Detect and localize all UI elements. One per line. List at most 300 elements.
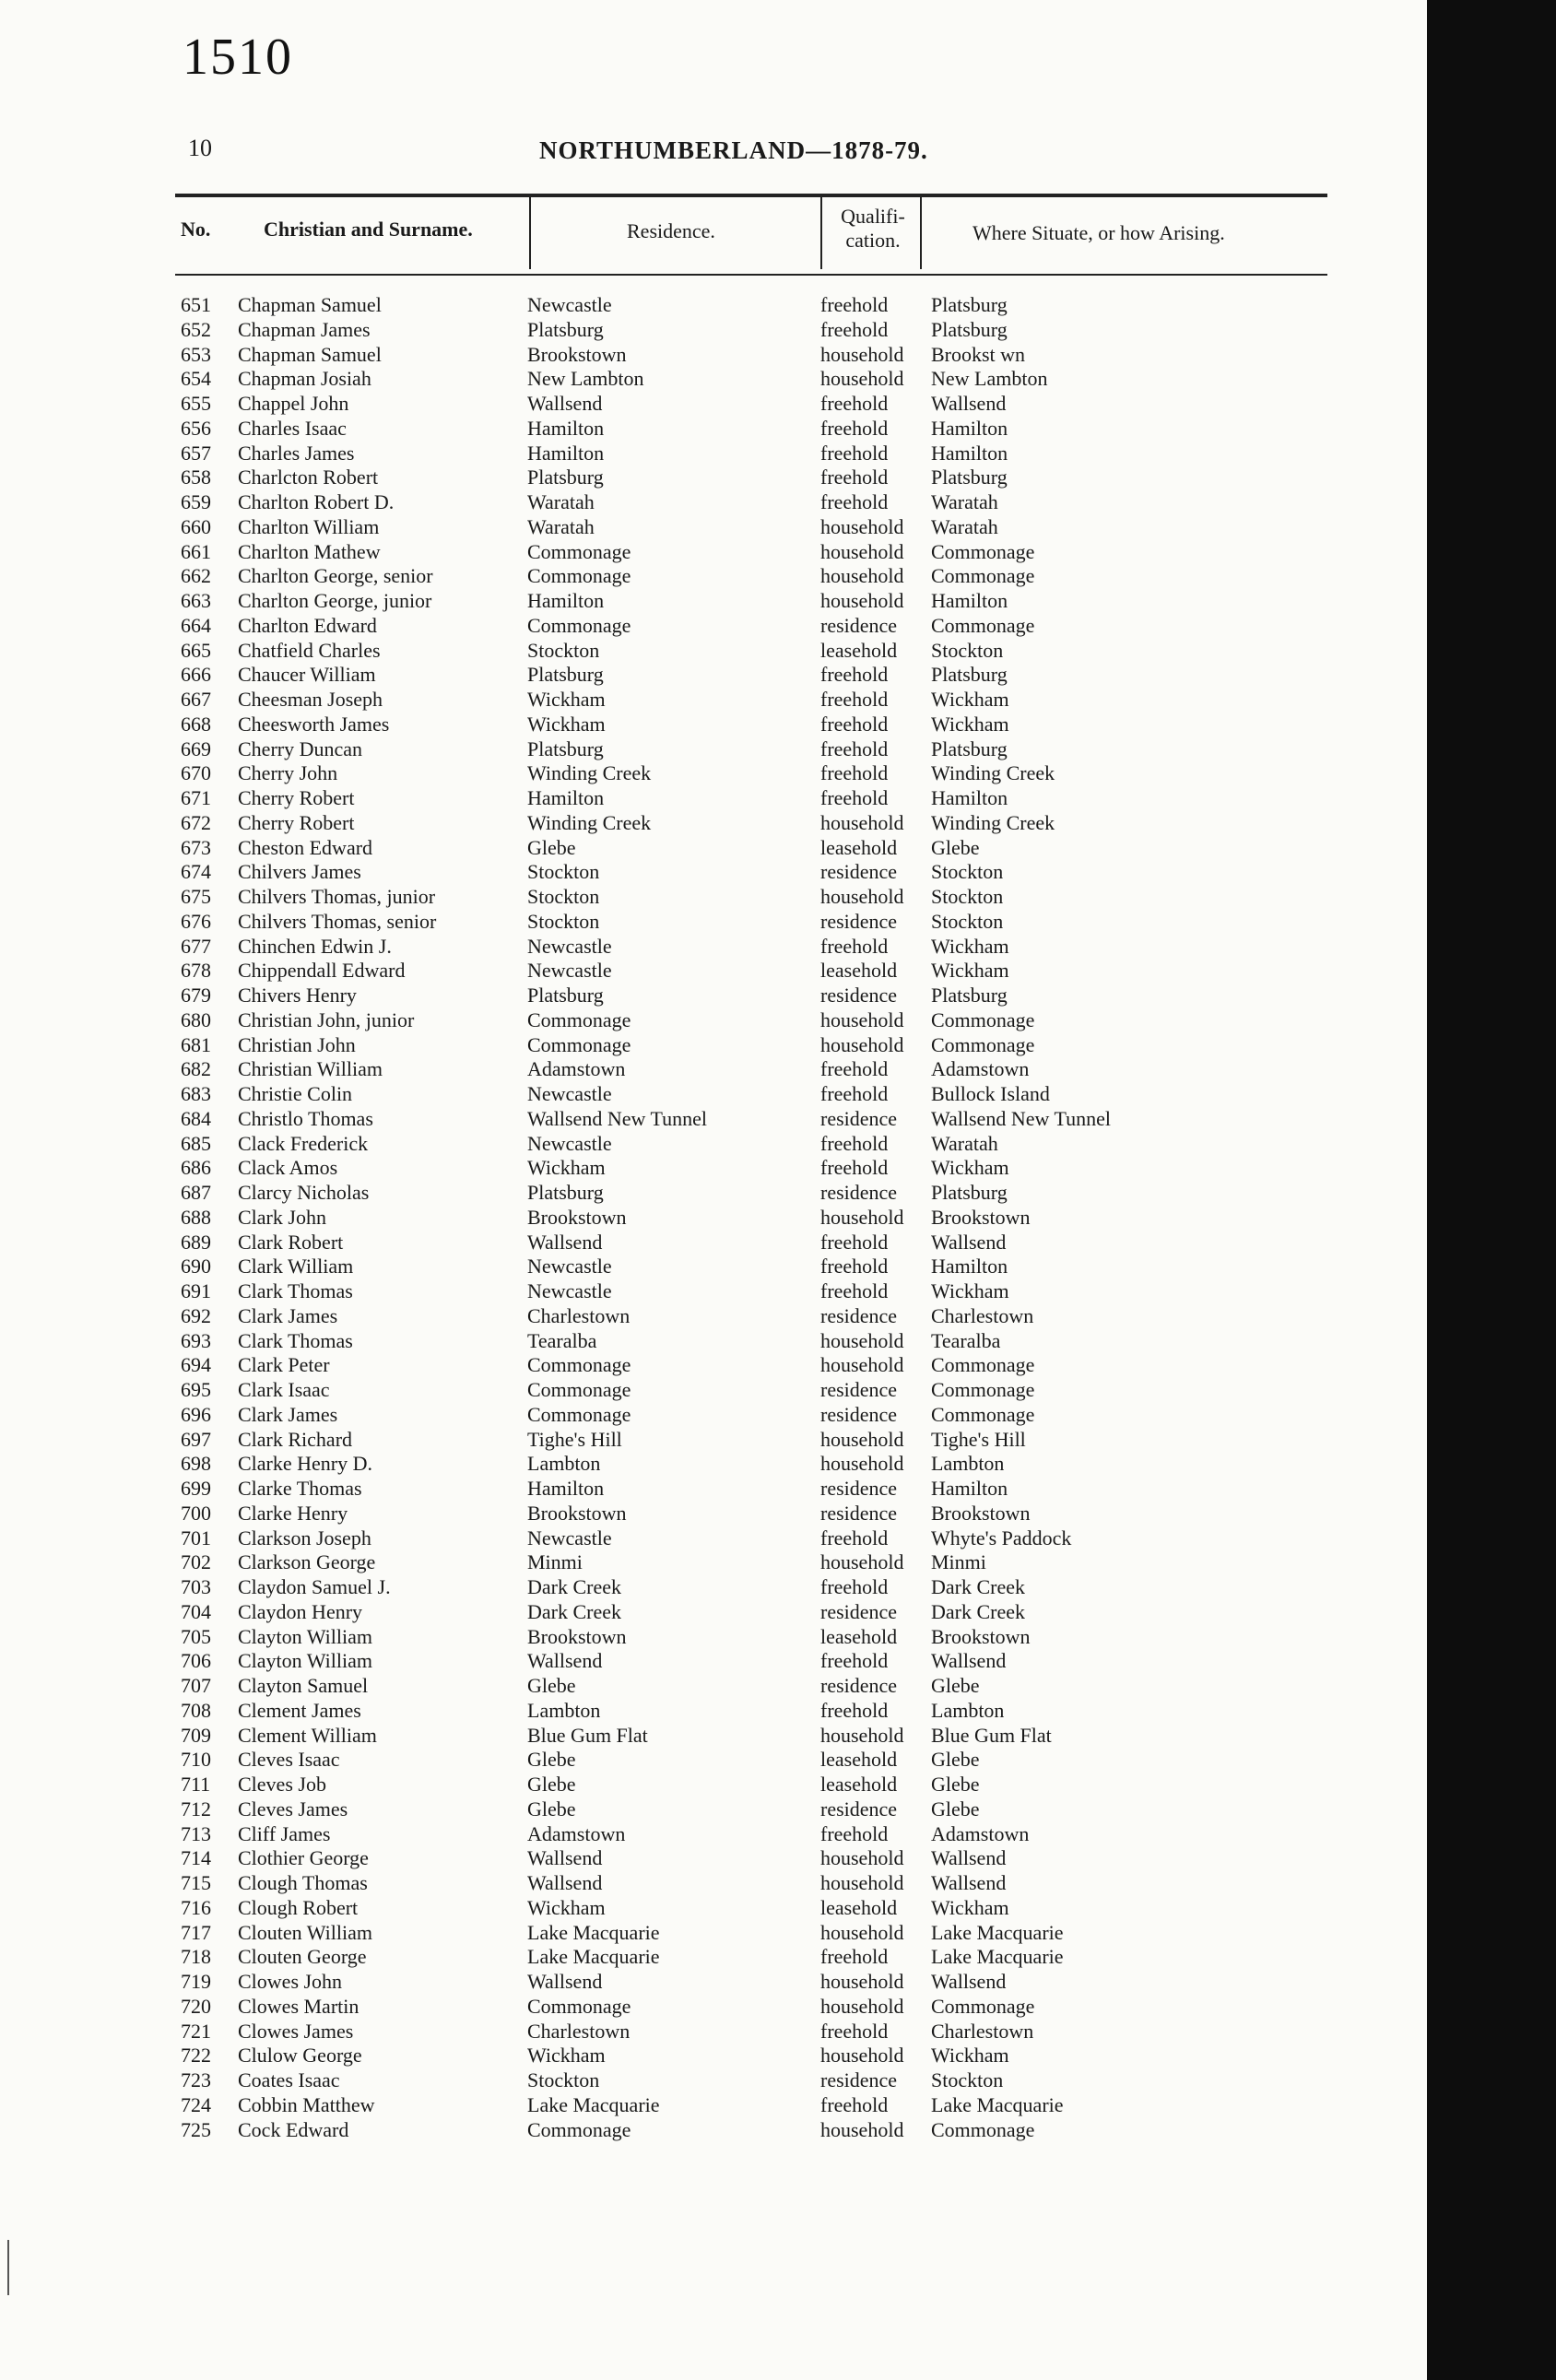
entry-qualification: leasehold — [820, 1895, 898, 1919]
entry-where: Hamilton — [931, 1477, 1008, 1500]
entry-number: 660 — [181, 514, 211, 538]
column-header-qualification-line2: cation. — [845, 229, 901, 252]
entry-qualification: household — [820, 1871, 904, 1894]
column-header-residence: Residence. — [627, 219, 715, 242]
entry-number: 663 — [181, 589, 211, 612]
entry-where: Lake Macquarie — [931, 1920, 1064, 1944]
entry-where: Commonage — [931, 613, 1035, 637]
entry-name: Clarke Henry — [238, 1501, 348, 1525]
entry-where: Platsburg — [931, 663, 1008, 687]
entry-number: 715 — [181, 1871, 211, 1894]
entry-name: Cheesman Joseph — [238, 688, 383, 711]
entry-residence: Wallsend — [527, 1846, 603, 1870]
entry-name: Clark Thomas — [238, 1279, 353, 1302]
entry-name: Charlcton Robert — [238, 465, 379, 489]
entry-name: Cock Edward — [238, 2117, 349, 2141]
entry-number: 709 — [181, 1723, 211, 1747]
entry-where: Wickham — [931, 712, 1009, 736]
entry-where: Platsburg — [931, 317, 1008, 341]
entry-residence: Lake Macquarie — [527, 1920, 660, 1944]
entry-where: Charlestown — [931, 2019, 1034, 2043]
entry-number: 695 — [181, 1378, 211, 1401]
entry-name: Clarcy Nicholas — [238, 1181, 370, 1204]
entry-qualification: freehold — [820, 1131, 889, 1155]
entry-number: 664 — [181, 613, 211, 637]
entry-residence: Winding Creek — [527, 810, 652, 834]
entry-number: 675 — [181, 885, 211, 908]
entry-residence: Hamilton — [527, 589, 605, 612]
entry-qualification: household — [820, 367, 904, 391]
entry-qualification: residence — [820, 1378, 898, 1401]
entry-where: Commonage — [931, 564, 1035, 588]
entry-residence: Commonage — [527, 1378, 631, 1401]
entry-qualification: freehold — [820, 1821, 889, 1845]
entry-name: Chilvers Thomas, junior — [238, 885, 436, 908]
entry-residence: Lambton — [527, 1452, 601, 1476]
entry-qualification: freehold — [820, 688, 889, 711]
entry-residence: Stockton — [527, 2068, 600, 2091]
entry-qualification: household — [820, 1205, 904, 1229]
entry-qualification: household — [820, 514, 904, 538]
entry-qualification: freehold — [820, 786, 889, 809]
column-header-qualification — [831, 205, 914, 253]
entry-qualification: household — [820, 1994, 904, 2018]
entry-name: Clark Robert — [238, 1230, 344, 1254]
entry-name: Charlton Edward — [238, 613, 377, 637]
entry-qualification: household — [820, 2117, 904, 2141]
entry-where: Platsburg — [931, 736, 1008, 760]
entry-where: Glebe — [931, 1797, 980, 1820]
entry-where: Waratah — [931, 1131, 998, 1155]
entry-number: 703 — [181, 1575, 211, 1598]
entry-name: Clark Isaac — [238, 1378, 330, 1401]
entry-residence: Waratah — [527, 490, 595, 513]
entry-name: Clowes James — [238, 2019, 354, 2043]
entry-where: Wickham — [931, 688, 1009, 711]
entry-qualification: residence — [820, 909, 898, 933]
entry-number: 668 — [181, 712, 211, 736]
entry-where: Whyte's Paddock — [931, 1526, 1072, 1549]
entry-name: Charlton George, senior — [238, 564, 433, 588]
entry-number: 701 — [181, 1526, 211, 1549]
entry-name: Charlton George, junior — [238, 589, 432, 612]
entry-number: 698 — [181, 1452, 211, 1476]
entry-where: Commonage — [931, 1032, 1035, 1056]
entry-number: 706 — [181, 1649, 211, 1673]
entry-number: 721 — [181, 2019, 211, 2043]
entry-name: Christian John, junior — [238, 1007, 415, 1031]
entry-name: Charlton Mathew — [238, 539, 381, 563]
entry-qualification: leasehold — [820, 1624, 898, 1648]
column-header-name: Christian and Surname. — [264, 218, 473, 241]
entry-residence: Blue Gum Flat — [527, 1723, 648, 1747]
entry-where: Stockton — [931, 860, 1004, 884]
entry-number: 679 — [181, 984, 211, 1007]
entry-qualification: household — [820, 1452, 904, 1476]
entry-name: Clarke Henry D. — [238, 1452, 373, 1476]
entry-name: Cheesworth James — [238, 712, 390, 736]
entry-qualification: freehold — [820, 465, 889, 489]
entry-where: Lambton — [931, 1698, 1005, 1722]
entry-where: Hamilton — [931, 416, 1008, 440]
entry-name: Clarkson Joseph — [238, 1526, 371, 1549]
entry-where: Hamilton — [931, 441, 1008, 465]
entry-number: 671 — [181, 786, 211, 809]
entry-residence: Glebe — [527, 1748, 576, 1772]
entry-number: 702 — [181, 1550, 211, 1574]
entry-qualification: residence — [820, 1674, 898, 1697]
entry-residence: New Lambton — [527, 367, 644, 391]
entry-number: 682 — [181, 1057, 211, 1081]
entry-residence: Commonage — [527, 1994, 631, 2018]
entry-where: Commonage — [931, 1353, 1035, 1377]
entry-qualification: freehold — [820, 761, 889, 785]
entry-name: Cherry Robert — [238, 810, 355, 834]
entry-number: 683 — [181, 1082, 211, 1105]
entry-name: Clayton Samuel — [238, 1674, 369, 1697]
entry-qualification: freehold — [820, 416, 889, 440]
entry-name: Clement William — [238, 1723, 377, 1747]
entry-residence: Commonage — [527, 539, 631, 563]
entry-residence: Newcastle — [527, 1082, 612, 1105]
entry-name: Cherry Robert — [238, 786, 355, 809]
entry-qualification: freehold — [820, 712, 889, 736]
entry-residence: Commonage — [527, 1353, 631, 1377]
entry-where: Glebe — [931, 1674, 980, 1697]
entry-residence: Platsburg — [527, 1181, 604, 1204]
entry-qualification: leasehold — [820, 1773, 898, 1796]
entry-name: Cobbin Matthew — [238, 2092, 375, 2116]
entry-number: 718 — [181, 1945, 211, 1969]
entry-where: Tighe's Hill — [931, 1427, 1026, 1451]
entry-where: Wallsend — [931, 1871, 1007, 1894]
entry-number: 673 — [181, 835, 211, 859]
entry-residence: Newcastle — [527, 1279, 612, 1302]
entry-number: 694 — [181, 1353, 211, 1377]
column-header-no: No. — [181, 218, 211, 241]
entry-residence: Newcastle — [527, 1526, 612, 1549]
entry-number: 723 — [181, 2068, 211, 2091]
entry-residence: Platsburg — [527, 984, 604, 1007]
entry-qualification: freehold — [820, 293, 889, 316]
entry-residence: Stockton — [527, 638, 600, 662]
entry-residence: Tighe's Hill — [527, 1427, 622, 1451]
entry-name: Clough Robert — [238, 1895, 359, 1919]
entry-where: Hamilton — [931, 786, 1008, 809]
entry-where: Bullock Island — [931, 1082, 1050, 1105]
entry-name: Clark James — [238, 1402, 338, 1426]
entry-name: Clayton William — [238, 1624, 372, 1648]
entry-name: Clark James — [238, 1303, 338, 1327]
entry-residence: Wallsend — [527, 1970, 603, 1993]
entry-number: 678 — [181, 959, 211, 983]
entry-number: 665 — [181, 638, 211, 662]
entry-qualification: household — [820, 1032, 904, 1056]
entry-name: Clough Thomas — [238, 1871, 368, 1894]
entry-residence: Minmi — [527, 1550, 583, 1574]
entry-where: Waratah — [931, 514, 998, 538]
entry-name: Charlton Robert D. — [238, 490, 395, 513]
entry-number: 670 — [181, 761, 211, 785]
column-header-qualification-line1: Qualifi- — [841, 205, 905, 228]
entry-where: Glebe — [931, 835, 980, 859]
entry-name: Chinchen Edwin J. — [238, 934, 392, 958]
entry-where: Glebe — [931, 1748, 980, 1772]
entry-number: 672 — [181, 810, 211, 834]
entry-residence: Platsburg — [527, 736, 604, 760]
column-divider — [529, 195, 531, 269]
entry-name: Claydon Henry — [238, 1599, 363, 1623]
entry-residence: Winding Creek — [527, 761, 652, 785]
entry-where: Platsburg — [931, 1181, 1008, 1204]
entry-residence: Stockton — [527, 885, 600, 908]
entry-name: Clack Amos — [238, 1156, 338, 1180]
entry-name: Chilvers James — [238, 860, 361, 884]
entry-qualification: household — [820, 1427, 904, 1451]
entry-residence: Lambton — [527, 1698, 601, 1722]
entry-qualification: residence — [820, 1599, 898, 1623]
entry-where: Commonage — [931, 1994, 1035, 2018]
entry-name: Clothier George — [238, 1846, 369, 1870]
entry-name: Clayton William — [238, 1649, 372, 1673]
entry-qualification: residence — [820, 1797, 898, 1820]
entry-name: Claydon Samuel J. — [238, 1575, 391, 1598]
entry-qualification: household — [820, 1846, 904, 1870]
entry-qualification: freehold — [820, 392, 889, 415]
entry-number: 680 — [181, 1007, 211, 1031]
entry-residence: Brookstown — [527, 1501, 627, 1525]
entry-where: Minmi — [931, 1550, 986, 1574]
handwritten-folio-number: 1510 — [183, 29, 293, 86]
entry-name: Clarke Thomas — [238, 1477, 362, 1500]
entry-where: Platsburg — [931, 465, 1008, 489]
entry-qualification: household — [820, 1550, 904, 1574]
entry-qualification: household — [820, 1007, 904, 1031]
entry-name: Chappel John — [238, 392, 349, 415]
column-divider — [920, 195, 922, 269]
entry-name: Cleves Isaac — [238, 1748, 340, 1772]
entry-qualification: household — [820, 2044, 904, 2068]
entry-residence: Dark Creek — [527, 1575, 622, 1598]
entry-number: 690 — [181, 1255, 211, 1278]
entry-name: Chapman Samuel — [238, 293, 382, 316]
entry-where: New Lambton — [931, 367, 1048, 391]
entry-qualification: freehold — [820, 934, 889, 958]
entry-residence: Tearalba — [527, 1328, 597, 1352]
entry-name: Clark Richard — [238, 1427, 353, 1451]
entry-name: Chatfield Charles — [238, 638, 381, 662]
entry-qualification: residence — [820, 1402, 898, 1426]
entry-name: Clark John — [238, 1205, 326, 1229]
entry-number: 691 — [181, 1279, 211, 1302]
entry-where: Lake Macquarie — [931, 2092, 1064, 2116]
entry-where: Wickham — [931, 1279, 1009, 1302]
entry-number: 704 — [181, 1599, 211, 1623]
entry-residence: Hamilton — [527, 1477, 605, 1500]
entry-number: 676 — [181, 909, 211, 933]
entry-where: Brookstown — [931, 1205, 1031, 1229]
entry-residence: Wickham — [527, 1895, 606, 1919]
entry-name: Christie Colin — [238, 1082, 353, 1105]
entry-residence: Wickham — [527, 688, 606, 711]
entry-number: 722 — [181, 2044, 211, 2068]
entry-qualification: freehold — [820, 1526, 889, 1549]
entry-qualification: household — [820, 1353, 904, 1377]
entry-qualification: leasehold — [820, 1748, 898, 1772]
entry-name: Chapman Samuel — [238, 342, 382, 366]
entry-qualification: freehold — [820, 490, 889, 513]
entry-where: Stockton — [931, 638, 1004, 662]
entry-name: Christian John — [238, 1032, 356, 1056]
entry-residence: Newcastle — [527, 293, 612, 316]
entry-where: Waratah — [931, 490, 998, 513]
entry-residence: Waratah — [527, 514, 595, 538]
entry-where: Wickham — [931, 2044, 1009, 2068]
entry-qualification: freehold — [820, 2019, 889, 2043]
entry-name: Clack Frederick — [238, 1131, 369, 1155]
entry-number: 651 — [181, 293, 211, 316]
entry-residence: Newcastle — [527, 1255, 612, 1278]
entry-number: 696 — [181, 1402, 211, 1426]
entry-where: Wallsend New Tunnel — [931, 1106, 1112, 1130]
entry-name: Clouten William — [238, 1920, 372, 1944]
entry-residence: Stockton — [527, 909, 600, 933]
entry-qualification: freehold — [820, 663, 889, 687]
entry-where: Dark Creek — [931, 1599, 1026, 1623]
header-top-rule — [175, 194, 1327, 197]
entry-qualification: leasehold — [820, 959, 898, 983]
entry-qualification: freehold — [820, 1057, 889, 1081]
entry-qualification: residence — [820, 1303, 898, 1327]
entry-residence: Glebe — [527, 1773, 576, 1796]
entry-qualification: leasehold — [820, 638, 898, 662]
entry-qualification: freehold — [820, 1945, 889, 1969]
entry-where: Commonage — [931, 2117, 1035, 2141]
entry-qualification: household — [820, 885, 904, 908]
entry-name: Clulow George — [238, 2044, 362, 2068]
entry-number: 724 — [181, 2092, 211, 2116]
entry-where: Glebe — [931, 1773, 980, 1796]
entry-name: Cheston Edward — [238, 835, 373, 859]
entry-number: 699 — [181, 1477, 211, 1500]
entry-number: 711 — [181, 1773, 211, 1796]
entry-name: Clowes John — [238, 1970, 343, 1993]
entry-where: Stockton — [931, 909, 1004, 933]
entry-number: 669 — [181, 736, 211, 760]
entry-where: Winding Creek — [931, 810, 1055, 834]
entry-number: 725 — [181, 2117, 211, 2141]
entry-qualification: household — [820, 342, 904, 366]
entry-residence: Glebe — [527, 1674, 576, 1697]
entry-qualification: freehold — [820, 2092, 889, 2116]
entry-where: Commonage — [931, 539, 1035, 563]
entry-number: 667 — [181, 688, 211, 711]
entry-residence: Hamilton — [527, 416, 605, 440]
entry-name: Chapman James — [238, 317, 371, 341]
entry-number: 688 — [181, 1205, 211, 1229]
entry-name: Cherry John — [238, 761, 338, 785]
entry-qualification: household — [820, 539, 904, 563]
entry-number: 720 — [181, 1994, 211, 2018]
entry-residence: Commonage — [527, 1007, 631, 1031]
entry-qualification: household — [820, 1970, 904, 1993]
entry-residence: Wallsend — [527, 1230, 603, 1254]
entry-name: Cherry Duncan — [238, 736, 363, 760]
entry-name: Clarkson George — [238, 1550, 376, 1574]
entry-where: Brookst wn — [931, 342, 1026, 366]
entry-name: Clement James — [238, 1698, 361, 1722]
entry-number: 657 — [181, 441, 211, 465]
entry-number: 654 — [181, 367, 211, 391]
entry-residence: Hamilton — [527, 441, 605, 465]
entry-number: 712 — [181, 1797, 211, 1820]
entry-qualification: freehold — [820, 317, 889, 341]
entry-where: Adamstown — [931, 1821, 1030, 1845]
entry-where: Wallsend — [931, 1970, 1007, 1993]
entry-residence: Dark Creek — [527, 1599, 622, 1623]
entry-name: Clouten George — [238, 1945, 367, 1969]
entry-number: 697 — [181, 1427, 211, 1451]
entry-qualification: freehold — [820, 736, 889, 760]
column-divider — [820, 195, 822, 269]
entry-qualification: residence — [820, 1181, 898, 1204]
entry-number: 666 — [181, 663, 211, 687]
entry-qualification: residence — [820, 1106, 898, 1130]
entry-residence: Wickham — [527, 2044, 606, 2068]
entry-number: 658 — [181, 465, 211, 489]
entry-qualification: freehold — [820, 1575, 889, 1598]
entry-residence: Platsburg — [527, 663, 604, 687]
entry-residence: Lake Macquarie — [527, 1945, 660, 1969]
entry-residence: Wallsend — [527, 1871, 603, 1894]
entry-name: Chapman Josiah — [238, 367, 371, 391]
entry-qualification: household — [820, 1328, 904, 1352]
entry-where: Lake Macquarie — [931, 1945, 1064, 1969]
entry-qualification: freehold — [820, 1698, 889, 1722]
entry-qualification: freehold — [820, 441, 889, 465]
entry-name: Cleves Job — [238, 1773, 326, 1796]
entry-number: 684 — [181, 1106, 211, 1130]
entry-name: Christian William — [238, 1057, 383, 1081]
entry-number: 700 — [181, 1501, 211, 1525]
entry-number: 681 — [181, 1032, 211, 1056]
entry-name: Coates Isaac — [238, 2068, 340, 2091]
entry-number: 674 — [181, 860, 211, 884]
entry-residence: Commonage — [527, 2117, 631, 2141]
entry-name: Chippendall Edward — [238, 959, 406, 983]
column-header-where: Where Situate, or how Arising. — [972, 221, 1225, 244]
entry-qualification: freehold — [820, 1082, 889, 1105]
entry-number: 662 — [181, 564, 211, 588]
entry-name: Charles Isaac — [238, 416, 347, 440]
entry-qualification: household — [820, 810, 904, 834]
entry-where: Tearalba — [931, 1328, 1001, 1352]
entry-number: 692 — [181, 1303, 211, 1327]
entry-qualification: freehold — [820, 1255, 889, 1278]
entry-qualification: freehold — [820, 1279, 889, 1302]
entry-qualification: freehold — [820, 1230, 889, 1254]
entry-residence: Commonage — [527, 1402, 631, 1426]
entry-where: Wickham — [931, 959, 1009, 983]
entry-number: 708 — [181, 1698, 211, 1722]
entry-number: 713 — [181, 1821, 211, 1845]
entry-residence: Glebe — [527, 1797, 576, 1820]
entry-residence: Commonage — [527, 564, 631, 588]
entry-qualification: residence — [820, 860, 898, 884]
entry-qualification: household — [820, 589, 904, 612]
entry-number: 661 — [181, 539, 211, 563]
entry-residence: Platsburg — [527, 465, 604, 489]
